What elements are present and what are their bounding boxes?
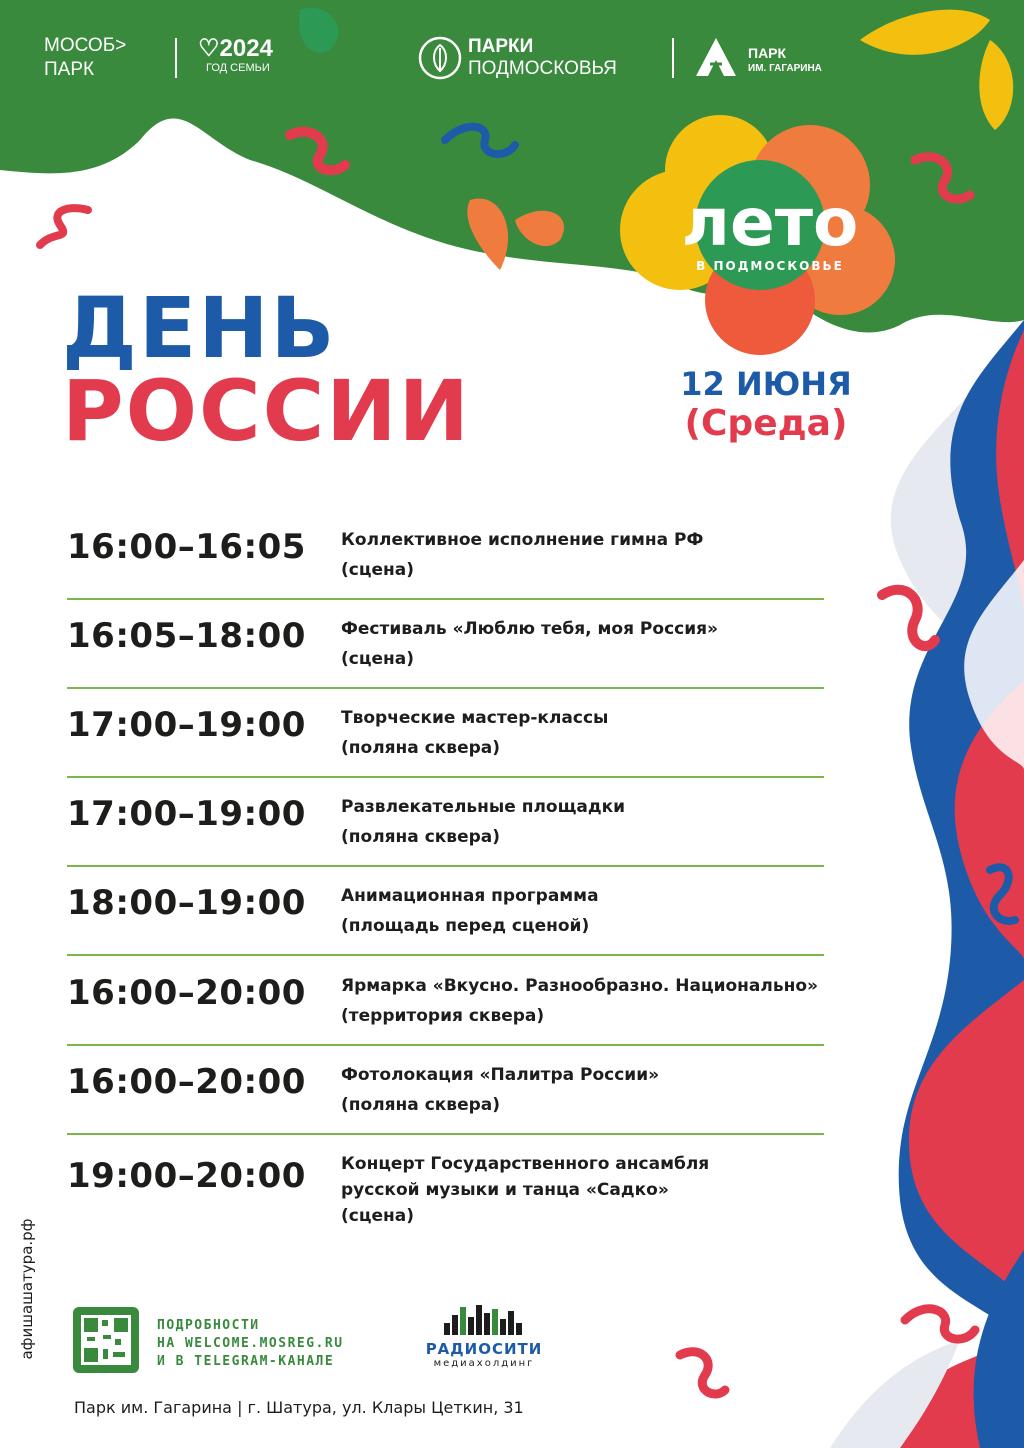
schedule-description [341,971,841,1031]
schedule-row [67,778,824,867]
schedule-description [341,792,841,852]
radiocity-name: РАДИОСИТИ [425,1340,543,1358]
schedule-description-line: (сцена) [341,560,414,580]
details-line1: ПОДРОБНОСТИ [157,1318,260,1333]
schedule-description-line: (поляна сквера) [341,738,501,758]
schedule-row [67,600,824,689]
row-divider [67,1133,824,1135]
schedule-time: 16:00–20:00 [67,973,306,1013]
details-line2: НА WELCOME.MOSREG.RU [157,1336,344,1351]
mosobl-park-logo [44,34,126,82]
schedule-description-line: русской музыки и танца «Садко» [341,1180,669,1200]
schedule-row [67,1046,824,1135]
heart-icon: ♡ [198,35,220,62]
schedule-description-line: (территория сквера) [341,1006,545,1026]
schedule-row [67,957,824,1046]
gagarin-line2: ИМ. ГАГАРИНА [748,63,822,74]
schedule-description [341,881,841,941]
schedule-description-line: (площадь перед сценой) [341,916,590,936]
schedule-description-line: (поляна сквера) [341,827,501,847]
schedule-row [67,867,824,956]
gagarin-logo-text [748,46,822,76]
mosobl-logo-line2: ПАРК [44,59,95,80]
schedule-time: 16:00–20:00 [67,1062,306,1102]
event-date: 12 ИЮНЯ [680,365,852,403]
schedule-description [341,1060,841,1120]
confetti [905,1309,975,1339]
schedule-description-line: (сцена) [341,649,414,669]
details-line3: И В TELEGRAM-КАНАЛЕ [157,1354,335,1369]
schedule-description-line: Развлекательные площадки [341,797,626,817]
schedule-description-line: Творческие мастер-классы [341,708,609,728]
logo-divider [175,38,177,78]
schedule-time: 19:00–20:00 [67,1156,306,1196]
schedule-description-line: (поляна сквера) [341,1095,501,1115]
year-of-family-logo [198,36,273,74]
radiocity-sub: медиахолдинг [433,1358,535,1369]
schedule-time: 17:00–19:00 [67,794,306,834]
schedule-description-line: Концерт Государственного ансамбля [341,1154,710,1174]
logo-divider [672,38,674,78]
title-line-1: ДЕНЬ [62,279,337,377]
parks-line2: ПОДМОСКОВЬЯ [468,58,617,79]
details-info [157,1317,344,1371]
parks-line1: ПАРКИ [468,36,534,57]
parks-logo-text [468,36,617,80]
address-text: Парк им. Гагарина | г. Шатура, ул. Клары Цеткин, 31 [74,1398,524,1417]
radiocity-logo-icon [442,1303,526,1337]
schedule-description [341,703,841,763]
leaf-circle-icon [418,36,462,80]
schedule-description-line: Ярмарка «Вкусно. Разнообразно. Национально» [341,976,818,996]
title-line-2: РОССИИ [62,362,471,460]
schedule-description [341,1151,841,1229]
schedule-description [341,614,841,674]
year-label: 2024 [219,35,273,62]
qr-code-icon [73,1307,139,1373]
schedule-time: 16:00–16:05 [67,527,306,567]
confetti [680,1352,725,1394]
schedule-description-line: Коллективное исполнение гимна РФ [341,530,704,550]
schedule-description-line: Анимационная программа [341,886,599,906]
year-sub-label: ГОД СЕМЬИ [206,62,270,74]
schedule-time: 16:05–18:00 [67,616,306,656]
summer-badge-title: лето [681,184,859,261]
mosobl-logo-line1: МОСОБ> [44,35,127,56]
schedule-description [341,525,841,585]
schedule-description-line: Фестиваль «Люблю тебя, моя Россия» [341,619,719,639]
row-divider [67,954,824,956]
schedule-row [67,689,824,778]
side-site-label: афишашатура.рф [18,1218,36,1360]
confetti [40,208,88,245]
mountain-icon [694,36,738,78]
schedule-description-line: Фотолокация «Палитра России» [341,1065,660,1085]
schedule-description-line: (сцена) [341,1206,414,1226]
schedule-time: 17:00–19:00 [67,705,306,745]
schedule-time: 18:00–19:00 [67,883,306,923]
summer-badge-subtitle: В ПОДМОСКОВЬЕ [696,259,844,273]
schedule-row [67,1136,824,1225]
schedule-row [67,511,824,600]
event-weekday: (Среда) [684,403,848,444]
gagarin-line1: ПАРК [748,45,787,61]
